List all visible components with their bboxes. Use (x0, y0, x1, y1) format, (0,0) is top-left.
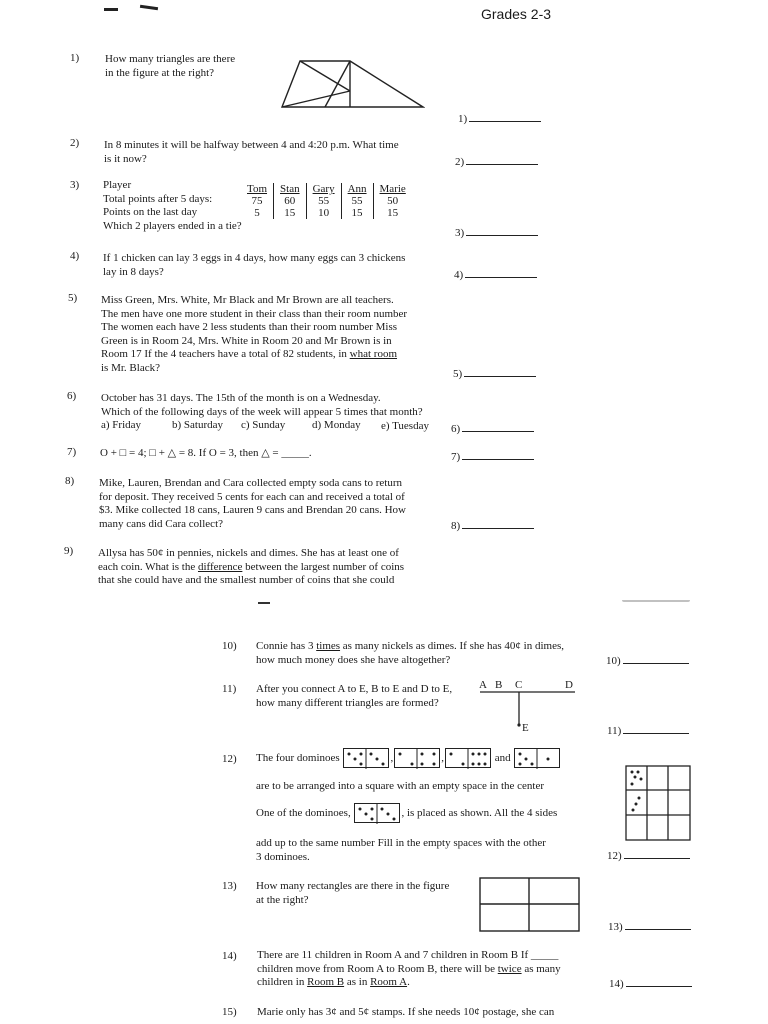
question-text: Allysa has 50¢ in pennies, nickels and dimes. She has at least one of each coin. What is the difference between the largest number of coins that she could have and the smallest number of coins that she could (98, 547, 405, 586)
domino-3 (445, 748, 491, 768)
question-text: Player Total points after 5 days: Points on the last day Which 2 players ended in a tie? (103, 179, 242, 232)
question-text: If 1 chicken can lay 3 eggs in 4 days, how many eggs can 3 chickens lay in 8 days? (103, 252, 406, 278)
scan-mark (104, 8, 118, 11)
question-text: Marie only has 3¢ and 5¢ stamps. If she needs 10¢ postage, she can (257, 1006, 555, 1018)
question-number: 9) (64, 545, 74, 557)
point-label: A (479, 679, 487, 691)
answer-line[interactable]: 6) (451, 422, 534, 437)
question-text: The four dominoes , , and (256, 747, 561, 769)
question-number: 10) (222, 640, 237, 652)
choice: b) Saturday (172, 419, 224, 431)
question-number: 12) (222, 753, 237, 765)
question-text: After you connect A to E, B to E and D to E, how many different triangles are formed? (256, 683, 453, 709)
question-number: 5) (68, 292, 78, 304)
question-number: 4) (70, 250, 80, 262)
question-number: 7) (67, 446, 77, 458)
score-table: Tom Stan Gary Ann Marie 75 60 55 55 50 5 15 10 15 15 (241, 183, 412, 219)
answer-line[interactable]: 2) (455, 155, 538, 170)
triangle-figure (280, 55, 425, 110)
question-number: 14) (222, 950, 237, 962)
question-number: 15) (222, 1006, 237, 1018)
question-text: In 8 minutes it will be halfway between 4 and 4:20 p.m. What time is it now? (104, 139, 399, 165)
question-text: Mike, Lauren, Brendan and Cara collected empty soda cans to return for deposit. They received 5 cents for each can and received a total of $3. Mike collected 18 cans, Lauren 9 cans and Brendan 20 cans. How many cans did Cara collect? (99, 477, 406, 530)
domino-placed (354, 803, 400, 823)
question-text: How many rectangles are there in the figure at the right? (256, 880, 450, 906)
domino-square-grid (625, 765, 691, 841)
answer-line[interactable]: 7) (451, 450, 534, 465)
scan-mark (622, 598, 690, 602)
question-text: October has 31 days. The 15th of the month is on a Wednesday. Which of the following days of the week will appear 5 times that month? (101, 392, 423, 418)
question-text: How many triangles are there in the figure at the right? (105, 53, 236, 79)
question-text: Connie has 3 times as many nickels as dimes. If she has 40¢ in dimes, how much money does she have altogether? (256, 640, 564, 666)
answer-line[interactable]: 4) (454, 268, 537, 283)
point-label: E (522, 722, 529, 734)
answer-line[interactable]: 1) (458, 112, 541, 127)
rectangle-figure (479, 877, 580, 933)
answer-line[interactable]: 3) (455, 226, 538, 241)
question-number: 3) (70, 179, 80, 191)
domino-1 (343, 748, 389, 768)
question-text: O + □ = 4; □ + △ = 8. If O = 3, then △ = _____. (100, 447, 312, 459)
question-number: 1) (70, 52, 80, 64)
choice: c) Sunday (241, 419, 286, 431)
question-number: 8) (65, 475, 75, 487)
answer-line[interactable]: 10) (606, 654, 689, 669)
answer-line[interactable]: 14) (609, 977, 692, 992)
answer-line[interactable]: 11) (607, 724, 689, 739)
question-text: are to be arranged into a square with an empty space in the center (256, 780, 545, 792)
question-text: One of the dominoes, , is placed as shown. All the 4 sides (256, 802, 557, 824)
domino-2 (394, 748, 440, 768)
point-label: B (495, 679, 503, 691)
answer-line[interactable]: 8) (451, 519, 534, 534)
scan-mark (140, 5, 158, 10)
choice: e) Tuesday (381, 420, 429, 432)
point-label: D (565, 679, 573, 691)
choice: a) Friday (101, 419, 142, 431)
question-text: add up to the same number Fill in the empty spaces with the other 3 dominoes. (256, 837, 546, 863)
domino-4 (514, 748, 560, 768)
choice: d) Monday (312, 419, 361, 431)
question-text: There are 11 children in Room A and 7 children in Room B If _____ children move from Room A to Room B, there will be twice as many children in Room B as in Room A. (257, 949, 561, 988)
point-label: C (515, 679, 523, 691)
question-text: Miss Green, Mrs. White, Mr Black and Mr Brown are all teachers. The men have one more student in their class than their room number The women each have 2 less students than their room number Miss Green is in Room 24, Mrs. White in Room 20 and Mr Brown is in Room 17 If the 4 teachers have a total of 82 students, in what room is Mr. Black? (101, 294, 408, 374)
question-number: 2) (70, 137, 80, 149)
answer-line[interactable]: 12) (607, 849, 690, 864)
scan-mark (258, 602, 270, 604)
answer-line[interactable]: 13) (608, 920, 691, 935)
question-number: 11) (222, 683, 237, 695)
question-number: 6) (67, 390, 77, 402)
grade-level: Grades 2-3 (481, 6, 552, 22)
question-number: 13) (222, 880, 237, 892)
answer-line[interactable]: 5) (453, 367, 536, 382)
